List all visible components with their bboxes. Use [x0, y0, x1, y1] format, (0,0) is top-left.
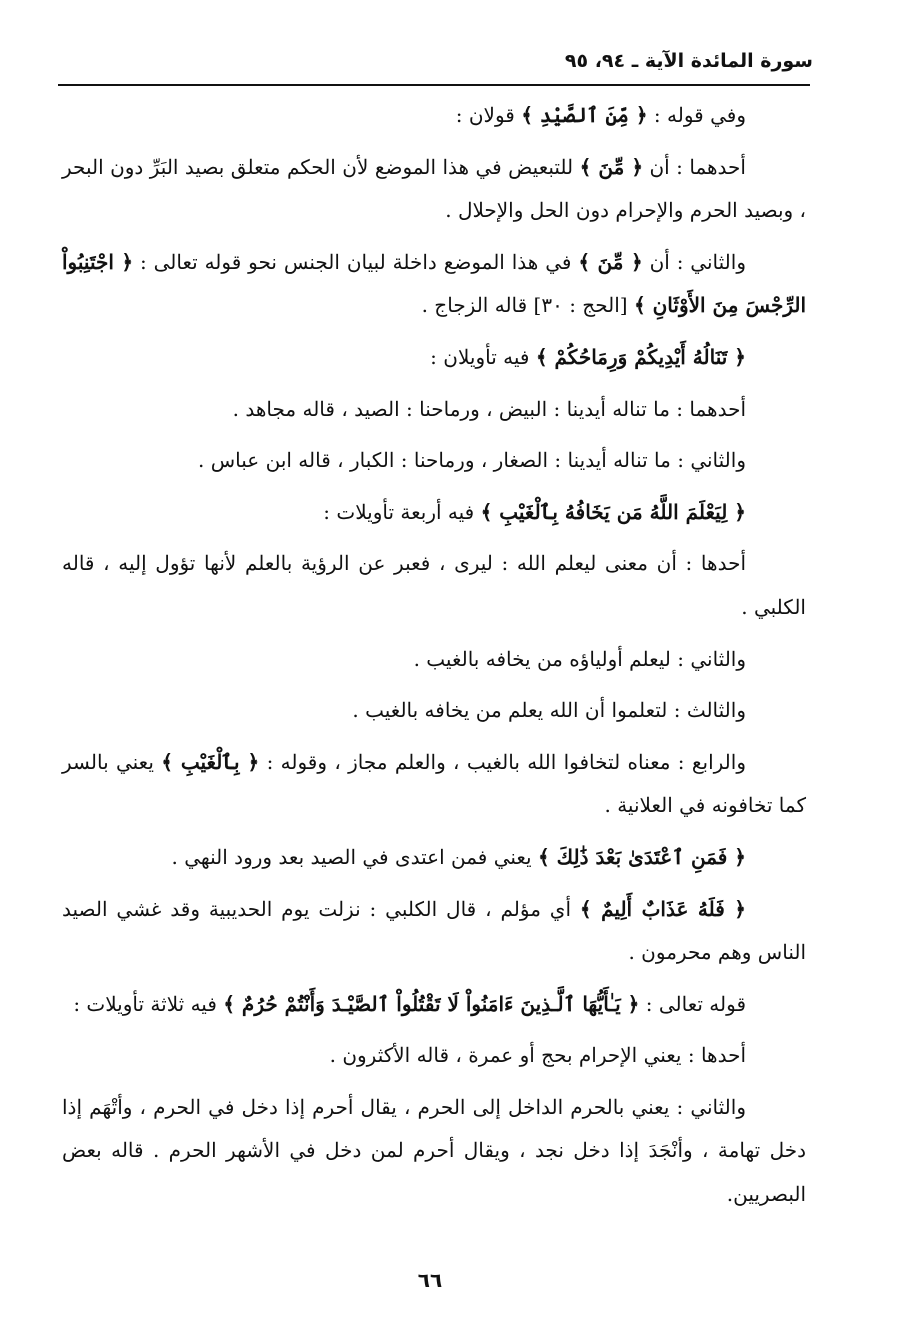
text-body — [62, 94, 806, 1217]
quran-quote: ﴿ مِّنَ ﴾ — [578, 249, 643, 274]
quran-quote: ﴿ تَنَالُهُ أَيْدِيكُمْ وَرِمَاحُكُمْ ﴾ — [535, 344, 746, 369]
text-run: يعني فمن اعتدى في الصيد بعد ورود النهي . — [171, 844, 538, 869]
paragraph — [62, 146, 806, 233]
text-run: والثاني : أن — [642, 249, 746, 274]
quran-quote: ﴿ يَـٰأَيُّهَا ٱلَّـذِينَ ءَامَنُواْ لَا تَقْتُلُواْ ٱلصَّيْـدَ وَأَنْتُمْ حُرُمٌ ﴾ — [223, 991, 640, 1016]
quran-quote: ﴿ بِٱلْغَيْبِ ﴾ — [161, 749, 260, 774]
header-rule — [58, 84, 810, 86]
paragraph — [62, 836, 806, 880]
paragraph — [62, 983, 806, 1027]
text-run: قولان : — [455, 103, 522, 127]
paragraph — [62, 241, 806, 328]
quran-quote: ﴿ اجْتَنِبُواْ الرِّجْسَ مِنَ الأَوْثَانِ ﴾ — [62, 249, 806, 318]
text-run: قوله تعالى : — [639, 991, 746, 1016]
paragraph: والثاني : ما تناله أيدينا : الصغار ، ورماحنا : الكبار ، قاله ابن عباس . — [198, 448, 746, 473]
text-run: أحدهما : أن — [643, 154, 746, 179]
quran-quote: ﴿ فَمَنِ ٱعْتَدَىٰ بَعْدَ ذَٰلِكَ ﴾ — [537, 844, 746, 869]
quran-quote: ﴿ مِّنَ ﴾ — [579, 154, 644, 179]
quran-quote: ﴿ لِيَعْلَمَ اللَّهُ مَن يَخَافُهُ بِٱلْغَيْبِ ﴾ — [480, 499, 746, 524]
text-run: والرابع : معناه لتخافوا الله بالغيب ، والعلم مجاز ، وقوله : — [259, 749, 746, 774]
page-number: ٦٦ — [417, 1268, 443, 1292]
text-run: وفي قوله : — [647, 103, 746, 127]
paragraph: أحدها : أن معنى ليعلم الله : ليرى ، فعبر عن الرؤية بالعلم لأنها تؤول إليه ، قاله الكلبي . — [62, 551, 806, 619]
text-run: [الحج : ٣٠] قاله الزجاج . — [421, 293, 634, 318]
text-run: للتبعيض في هذا الموضع لأن الحكم متعلق بصيد البَرِّ دون البحر ، وبصيد الحرم والإحرام دون الحل والإحلال . — [62, 154, 806, 223]
quran-quote: ﴿ مِّنَ ٱلصَّيْدِ ﴾ — [521, 103, 648, 127]
quran-quote: ﴿ فَلَهُ عَذَابٌ أَلِيمٌ ﴾ — [579, 896, 746, 921]
text-run: فيه ثلاثة تأويلات : — [73, 991, 224, 1016]
paragraph — [62, 491, 806, 535]
text-run: فيه أربعة تأويلات : — [323, 499, 481, 524]
paragraph: أحدهما : ما تناله أيدينا : البيض ، ورماحنا : الصيد ، قاله مجاهد . — [232, 396, 746, 421]
paragraph: والثالث : لتعلموا أن الله يعلم من يخافه بالغيب . — [352, 698, 746, 723]
paragraph — [62, 888, 806, 975]
paragraph — [62, 94, 806, 138]
paragraph: أحدها : يعني الإحرام بحج أو عمرة ، قاله الأكثرون . — [329, 1043, 746, 1068]
paragraph: والثاني : ليعلم أولياؤه من يخافه بالغيب . — [413, 646, 746, 671]
paragraph: والثاني : يعني بالحرم الداخل إلى الحرم ، يقال أحرم إذا دخل في الحرم ، وأتْهَم إذا دخل تهامة ، وأنْجَدَ إذا دخل نجد ، ويقال أحرم لمن دخل في الأشهر الحرم . قاله بعض البصريين. — [62, 1094, 806, 1207]
text-run: يعني بالسر كما تخافونه في العلانية . — [62, 749, 806, 818]
paragraph — [62, 336, 806, 380]
text-run: في هذا الموضع داخلة لبيان الجنس نحو قوله تعالى : — [133, 249, 579, 274]
running-header: سورة المائدة الآية ـ ٩٤، ٩٥ — [564, 50, 813, 72]
text-run: أي مؤلم ، قال الكلبي : نزلت يوم الحديبية وقد غشي الصيد الناس وهم محرمون . — [62, 896, 806, 965]
paragraph — [62, 741, 806, 828]
text-run: فيه تأويلان : — [430, 344, 536, 369]
